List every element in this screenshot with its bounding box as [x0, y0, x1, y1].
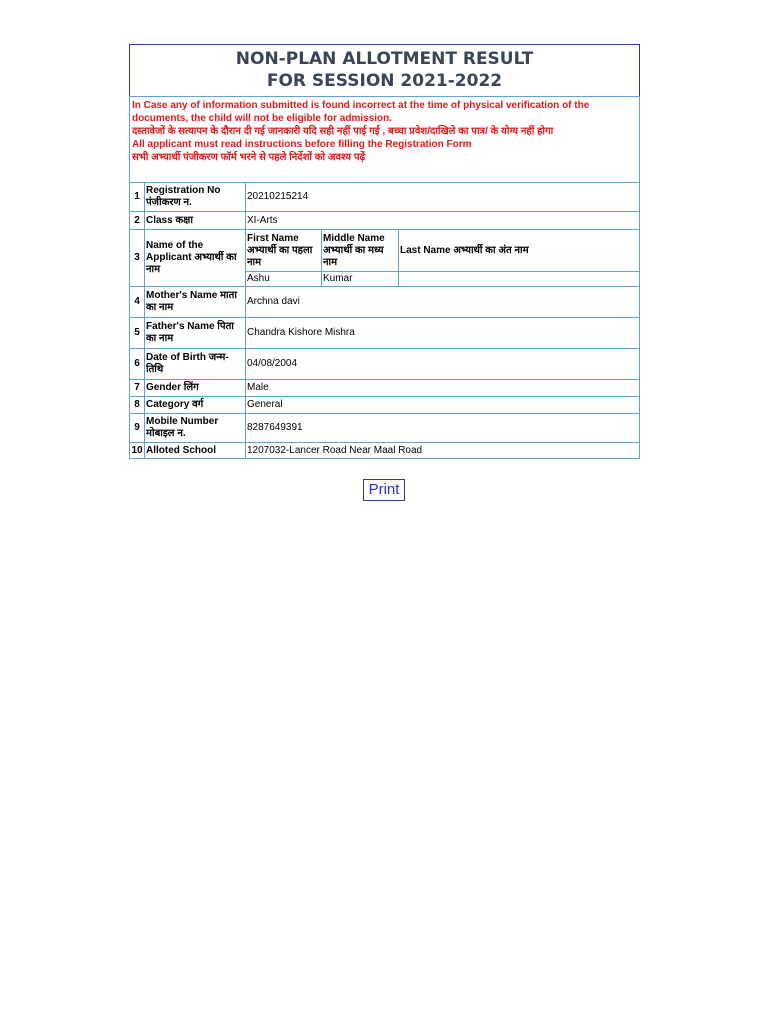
gender-label: Gender लिंग	[145, 380, 246, 397]
notice-line-4: सभी अभ्यार्थी पंजीकरण फॉर्म भरने से पहले निर्देशों को अवश्य पढ़ें	[132, 152, 366, 163]
page-title-line1: NON-PLAN ALLOTMENT RESULT	[235, 49, 534, 69]
applicant-details-table	[129, 182, 640, 459]
table-row	[130, 349, 640, 380]
table-row	[130, 183, 640, 212]
first-name-value: Ashu	[246, 272, 322, 287]
row-number: 8	[130, 397, 145, 414]
father-name-label: Father's Name पिता का नाम	[145, 318, 246, 349]
table-row	[130, 380, 640, 397]
table-row	[130, 397, 640, 414]
notice-line-3: All applicant must read instructions before filling the Registration Form	[132, 139, 472, 150]
notice-box	[129, 96, 640, 182]
row-number: 9	[130, 414, 145, 443]
category-value: General	[246, 397, 640, 414]
row-number: 2	[130, 212, 145, 230]
row-number: 7	[130, 380, 145, 397]
mobile-label: Mobile Number मोबाइल न.	[145, 414, 246, 443]
row-number: 6	[130, 349, 145, 380]
gender-value: Male	[246, 380, 640, 397]
class-value: XI-Arts	[246, 212, 640, 230]
dob-label: Date of Birth जन्म-तिथि	[145, 349, 246, 380]
mother-name-value: Archna davi	[246, 287, 640, 318]
mother-name-label: Mother's Name माता का नाम	[145, 287, 246, 318]
table-row	[130, 212, 640, 230]
row-number: 1	[130, 183, 145, 212]
first-name-header: First Name अभ्यार्थी का पहला नाम	[246, 230, 322, 272]
class-label: Class कक्षा	[145, 212, 246, 230]
middle-name-header: Middle Name अभ्यार्थी का मध्य नाम	[322, 230, 399, 272]
mobile-value: 8287649391	[246, 414, 640, 443]
table-row	[130, 318, 640, 349]
print-area	[0, 479, 768, 501]
school-label: Alloted School	[145, 443, 246, 459]
last-name-header: Last Name अभ्यार्थी का अंत नाम	[399, 230, 640, 272]
table-row	[130, 443, 640, 459]
applicant-name-label: Name of the Applicant अभ्यार्थी का नाम	[145, 230, 246, 287]
print-button[interactable]: Print	[363, 479, 406, 501]
title-box	[129, 44, 640, 96]
row-number: 3	[130, 230, 145, 287]
category-label: Category वर्ग	[145, 397, 246, 414]
table-row	[130, 287, 640, 318]
registration-label: Registration No पंजीकरण न.	[145, 183, 246, 212]
dob-value: 04/08/2004	[246, 349, 640, 380]
notice-line-2: दस्तावेजों के सत्यापन के दौरान दी गई जानकारी यदि सही नहीं पाई गई , बच्चा प्रवेश/दाखिले का पात्र/ के योग्य नहीं होगा	[132, 126, 554, 137]
page-title-line2: FOR SESSION 2021-2022	[266, 71, 503, 91]
last-name-value	[399, 272, 640, 287]
school-value: 1207032-Lancer Road Near Maal Road	[246, 443, 640, 459]
table-row	[130, 414, 640, 443]
table-row	[130, 230, 640, 272]
registration-value: 20210215214	[246, 183, 640, 212]
row-number: 4	[130, 287, 145, 318]
allotment-result-card	[129, 44, 640, 459]
father-name-value: Chandra Kishore Mishra	[246, 318, 640, 349]
row-number: 5	[130, 318, 145, 349]
notice-line-1: In Case any of information submitted is found incorrect at the time of physical verification of the documents, the child will not be eligible for admission.	[132, 100, 590, 124]
middle-name-value: Kumar	[322, 272, 399, 287]
row-number: 10	[130, 443, 145, 459]
